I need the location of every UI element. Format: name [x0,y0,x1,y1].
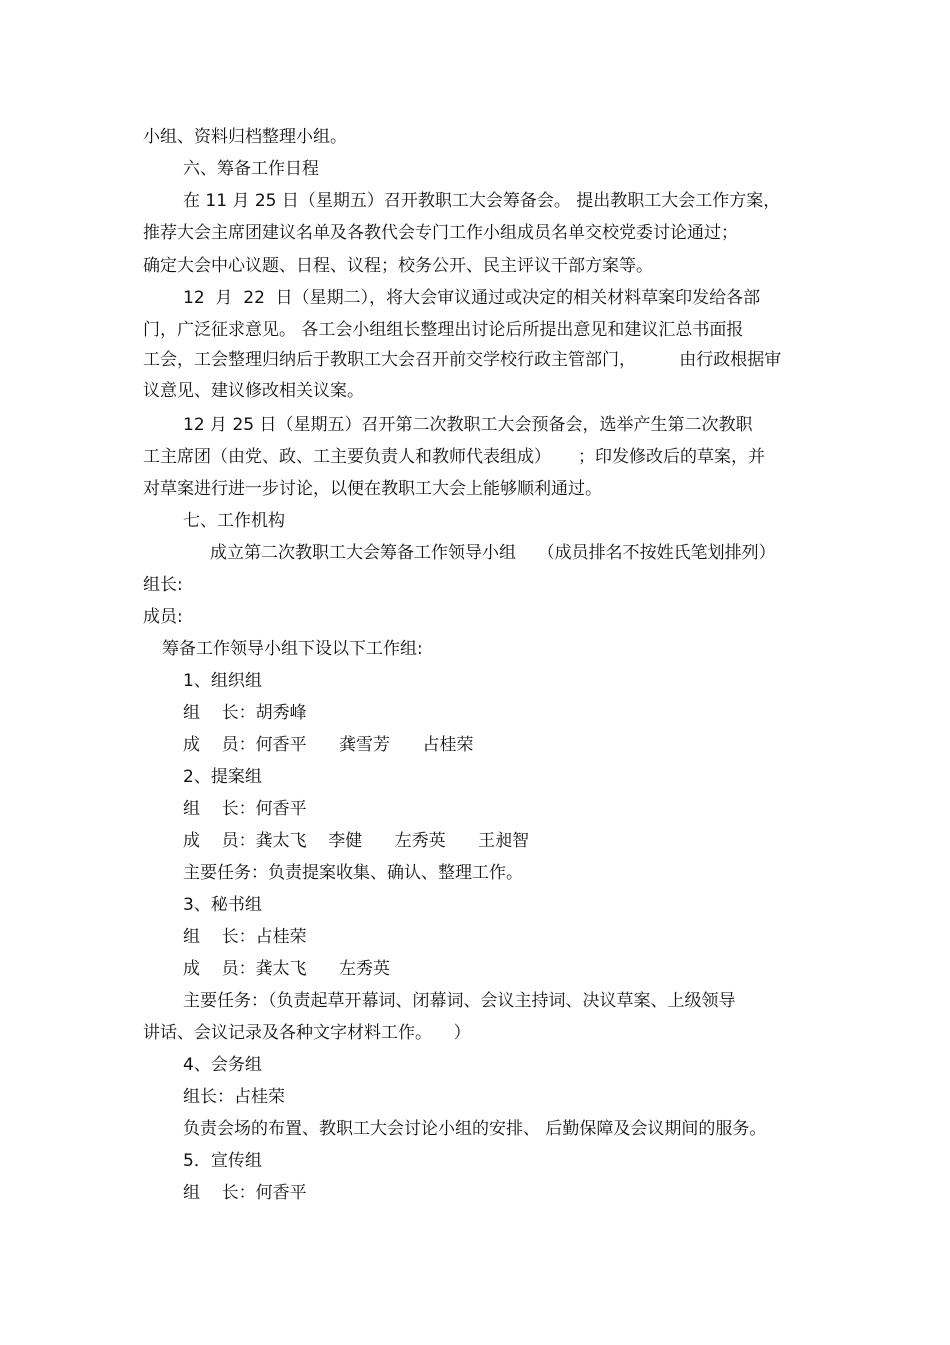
text-line: 成 员：龚太飞 李健 左秀英 王昶智 [183,831,530,851]
text-line: 成 员：何香平 龚雪芳 占桂荣 [183,735,474,755]
text-line: 负责会场的布置、教职工大会讨论小组的安排、 后勤保障及会议期间的服务。 [183,1119,767,1139]
text-line: 成 员：龚太飞 左秀英 [183,959,391,979]
text-line: 组 长：占桂荣 [183,927,307,947]
group-heading: 5．宣传组 [183,1151,262,1171]
text-line: 成员: [143,607,183,627]
text-line: 组长: [143,575,183,595]
group-heading: 4、会务组 [183,1055,262,1075]
text-line: 组 长：何香平 [183,799,307,819]
text-line: 确定大会中心议题、日程、议程；校务公开、民主评议干部方案等。 [143,256,653,276]
text-line: 工主席团（由党、政、工主要负责人和教师代表组成） ；印发修改后的草案，并 [143,447,766,467]
text-line: 工会，工会整理归纳后于教职工大会召开前交学校行政主管部门， 由行政根据审 [143,350,782,370]
group-heading: 3、秘书组 [183,895,262,915]
text-line: 小组、资料归档整理小组。 [143,127,347,147]
text-line: 议意见、建议修改相关议案。 [143,381,364,401]
text-line: 组长：占桂荣 [183,1087,285,1107]
text-line: 筹备工作领导小组下设以下工作组: [162,639,423,659]
text-line: 门，广泛征求意见。 各工会小组组长整理出讨论后所提出意见和建议汇总书面报 [143,320,744,340]
text-line: 成立第二次教职工大会筹备工作领导小组 （成员排名不按姓氏笔划排列） [210,543,776,563]
text-line: 12 月 22 日（星期二），将大会审议通过或决定的相关材料草案印发给各部 [183,288,761,308]
text-line: 在 11 月 25 日（星期五）召开教职工大会筹备会。 提出教职工大会工作方案， [183,191,781,211]
text-line: 12 月 25 日（星期五）召开第二次教职工大会预备会，选举产生第二次教职 [183,415,753,435]
group-heading: 2、提案组 [183,767,262,787]
text-line: 组 长：何香平 [183,1183,307,1203]
text-line: 组 长：胡秀峰 [183,703,307,723]
text-line: 推荐大会主席团建议名单及各教代会专门工作小组成员名单交校党委讨论通过； [143,223,738,243]
text-line: 对草案进行进一步讨论，以便在教职工大会上能够顺利通过。 [143,479,602,499]
text-line: 主要任务：（负责起草开幕词、闭幕词、会议主持词、决议草案、上级领导 [183,991,736,1011]
section-heading: 六、筹备工作日程 [183,159,319,179]
text-line: 讲话、会议记录及各种文字材料工作。 ） [143,1023,471,1043]
text-line: 主要任务：负责提案收集、确认、整理工作。 [183,863,523,883]
section-heading: 七、工作机构 [183,511,285,531]
group-heading: 1、组织组 [183,671,262,691]
